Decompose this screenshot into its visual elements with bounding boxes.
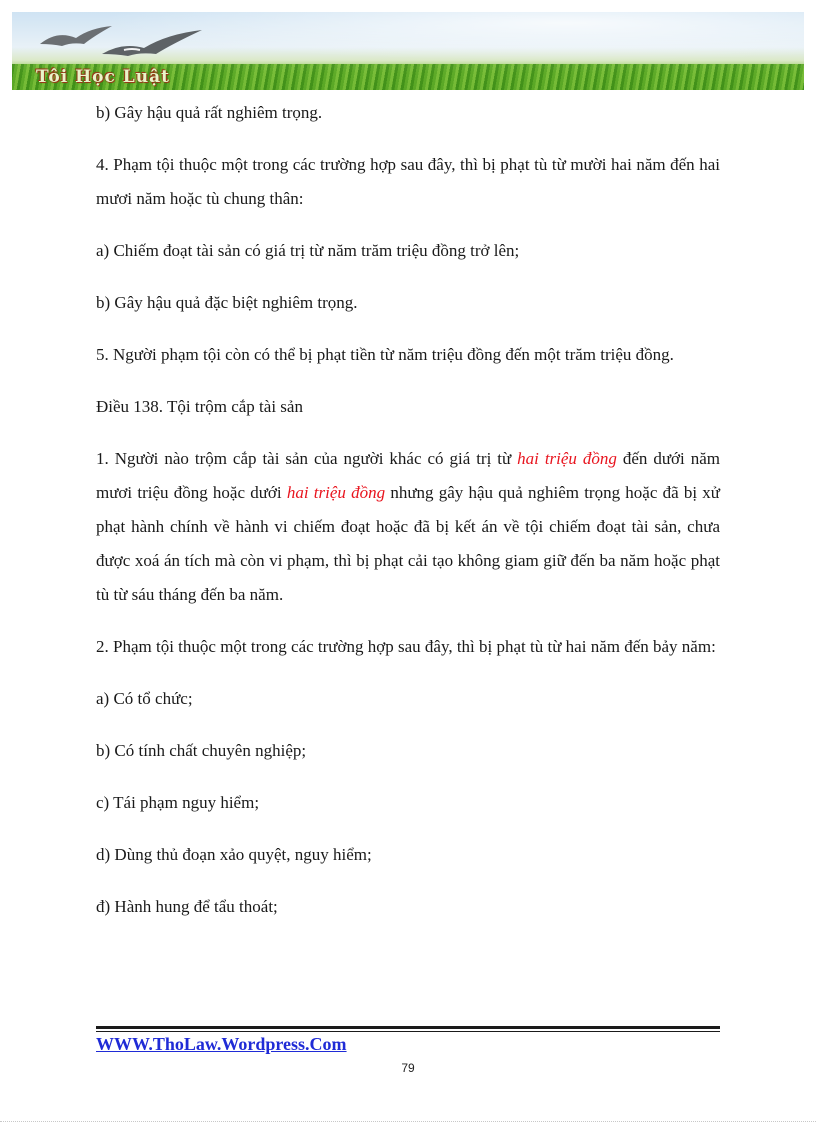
paragraph [96,148,720,216]
paragraph-text: a) Chiếm đoạt tài sản có giá trị từ năm trăm triệu đồng trở lên; [96,241,520,260]
paragraph-text: b) Gây hậu quả đặc biệt nghiêm trọng. [96,293,358,312]
paragraph [96,890,720,924]
paragraph-text: đến dưới năm mươi triệu đồng hoặc dưới [96,449,720,502]
paragraph-text: b) Gây hậu quả rất nghiêm trọng. [96,103,323,122]
paragraph [96,96,720,130]
banner-logo-text: Tôi Học Luật [36,67,170,87]
page-number: 79 [401,1061,415,1075]
paragraph-text: a) Có tổ chức; [96,689,193,708]
paragraph [96,682,720,716]
paragraph-text: 2. Phạm tội thuộc một trong các trường hợp sau đây, thì bị phạt tù từ hai năm đến bảy năm: [96,637,716,656]
paragraph [96,838,720,872]
footer-rule [96,1026,720,1029]
footer-rule-thin [96,1031,720,1032]
paragraph-text: đ) Hành hung để tẩu thoát; [96,897,278,916]
paragraph [96,234,720,268]
highlighted-text: hai triệu đồng [286,483,386,502]
document-body [96,96,720,924]
paragraph-text: d) Dùng thủ đoạn xảo quyệt, nguy hiểm; [96,845,372,864]
paragraph [96,734,720,768]
paragraph [96,286,720,320]
paragraph-text: 1. Người nào trộm cắp tài sản của người khác có giá trị từ [96,449,518,468]
paragraph [96,786,720,820]
paragraph [96,338,720,372]
paragraph-text: c) Tái phạm nguy hiểm; [96,793,260,812]
footer-website-link[interactable]: WWW.ThoLaw.Wordpress.Com [96,1034,347,1054]
header-banner [12,12,804,90]
highlighted-text: hai triệu đồng [517,449,617,468]
paragraph [96,390,720,424]
paragraph [96,630,720,664]
paragraph-text: b) Có tính chất chuyên nghiệp; [96,741,307,760]
paragraph [96,442,720,612]
paragraph-text: nhưng gây hậu quả nghiêm trọng hoặc đã bị xử phạt hành chính về hành vi chiếm đoạt hoặc đã bị kết án về tội chiếm đoạt tài sản, chưa được xoá án tích mà còn vi phạm, thì bị phạt cải tạo không giam giữ đến ba năm hoặc phạt tù từ sáu tháng đến ba năm. [96,483,720,604]
paragraph-text: 5. Người phạm tội còn có thể bị phạt tiền từ năm triệu đồng đến một trăm triệu đồng. [96,345,674,364]
paragraph-text: Điều 138. Tội trộm cắp tài sản [96,397,303,416]
birds-icon [32,20,232,66]
paragraph-text: 4. Phạm tội thuộc một trong các trường hợp sau đây, thì bị phạt tù từ mười hai năm đến hai mươi năm hoặc tù chung thân: [96,155,720,208]
